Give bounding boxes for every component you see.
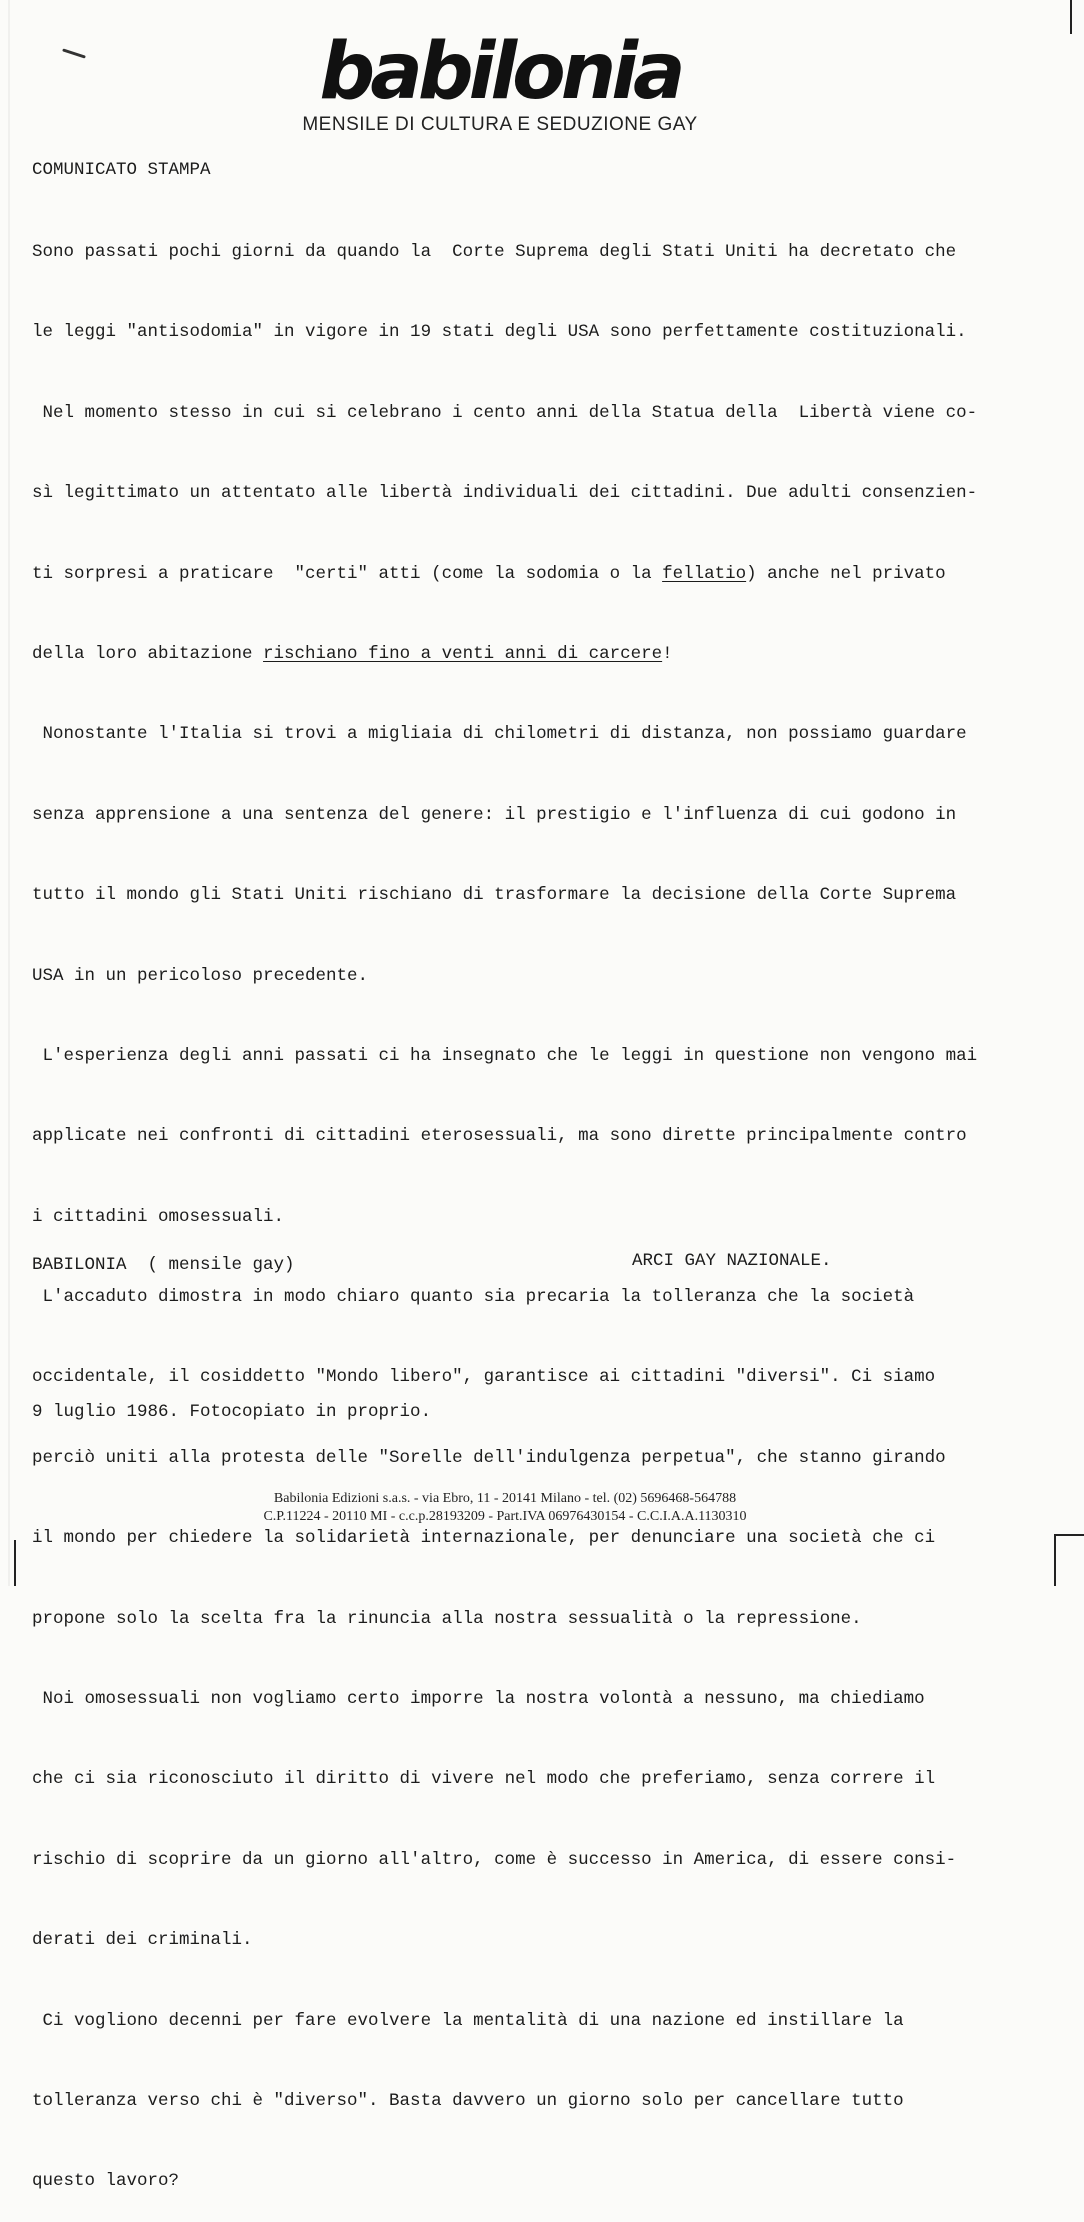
body-line: il mondo per chiedere la solidarietà internazionale, per denunciare una società che ci xyxy=(32,1528,936,1549)
underlined-penalty: rischiano fino a venti anni di carcere xyxy=(263,643,663,664)
masthead xyxy=(0,27,1000,136)
body-line: i cittadini omosessuali. xyxy=(32,1206,285,1227)
signature-arci-gay: ARCI GAY NAZIONALE. xyxy=(632,1251,832,1271)
body-text-segment: ti sorpresi a praticare "certi" atti (come la sodomia o la xyxy=(32,563,663,584)
babilonia-logo: babilonia xyxy=(319,27,681,117)
date-line: 9 luglio 1986. Fotocopiato in proprio. xyxy=(32,1402,432,1422)
body-line xyxy=(32,554,1042,594)
footer-address: Babilonia Edizioni s.a.s. - via Ebro, 11 - 20141 Milano - tel. (02) 5696468-564788 xyxy=(273,1491,737,1506)
crop-mark-top-right xyxy=(1070,0,1084,34)
crop-mark-bottom-right xyxy=(1054,1534,1084,1586)
body-line: L'esperienza degli anni passati ci ha insegnato che le leggi in questione non vengono mai xyxy=(32,1045,978,1066)
body-line: tutto il mondo gli Stati Uniti rischiano di trasformare la decisione della Corte Suprema xyxy=(32,885,957,906)
body-line: propone solo la scelta fra la rinuncia alla nostra sessualità o la repressione. xyxy=(32,1608,862,1629)
body-line: questo lavoro? xyxy=(32,2171,180,2192)
body-line: Nonostante l'Italia si trovi a migliaia di chilometri di distanza, non possiamo guardare xyxy=(32,724,967,745)
body-line: USA in un pericoloso precedente. xyxy=(32,965,369,986)
signature-babilonia: BABILONIA ( mensile gay) xyxy=(32,1255,295,1275)
footer-registration: C.P.11224 - 20110 MI - c.c.p.28193209 - Part.IVA 06976430154 - C.C.I.A.A.1130310 xyxy=(263,1509,747,1524)
body-line: tolleranza verso chi è "diverso". Basta davvero un giorno solo per cancellare tutto xyxy=(32,2090,904,2111)
crop-mark-bottom-left xyxy=(14,1540,16,1586)
body-text-segment: ) anche nel privato xyxy=(746,563,946,584)
body-line: derati dei criminali. xyxy=(32,1930,253,1951)
body-line xyxy=(32,634,1042,674)
body-line: che ci sia riconosciuto il diritto di vivere nel modo che preferiamo, senza correre il xyxy=(32,1769,936,1790)
underlined-fellatio: fellatio xyxy=(662,563,747,584)
page-edge xyxy=(8,0,10,1586)
body-line: Noi omosessuali non vogliamo certo imporre la nostra volontà a nessuno, ma chiediamo xyxy=(32,1689,925,1710)
body-line: L'accaduto dimostra in modo chiaro quanto sia precaria la tolleranza che la società xyxy=(32,1287,915,1308)
body-line: rischio di scoprire da un giorno all'altro, come è successo in America, di essere consi- xyxy=(32,1849,957,1870)
body-line: Sono passati pochi giorni da quando la Corte Suprema degli Stati Uniti ha decretato che xyxy=(32,242,957,262)
body-line: occidentale, il cosiddetto "Mondo libero", garantisce ai cittadini "diversi". Ci siamo xyxy=(32,1367,936,1388)
body-line: Nel momento stesso in cui si celebrano i cento anni della Statua della Libertà viene co- xyxy=(32,402,978,423)
body-line: perciò uniti alla protesta delle "Sorelle dell'indulgenza perpetua", che stanno girando xyxy=(32,1447,946,1468)
document-heading: COMUNICATO STAMPA xyxy=(32,160,211,180)
body-line: senza apprensione a una sentenza del genere: il prestigio e l'influenza di cui godono in xyxy=(32,804,957,825)
body-line: Ci vogliono decenni per fare evolvere la mentalità di una nazione ed instillare la xyxy=(32,2010,904,2031)
press-release-body xyxy=(32,192,1042,2222)
body-text-segment: ! xyxy=(662,643,673,664)
body-line: applicate nei confronti di cittadini eterosessuali, ma sono dirette principalmente contro xyxy=(32,1126,967,1147)
body-line: le leggi "antisodomia" in vigore in 19 stati degli USA sono perfettamente costituzionali. xyxy=(32,322,967,343)
body-line: sì legittimato un attentato alle libertà individuali dei cittadini. Due adulti consenzien- xyxy=(32,483,978,504)
body-text-segment: della loro abitazione xyxy=(32,643,264,664)
publisher-footer xyxy=(0,1490,1010,1526)
masthead-tagline: MENSILE DI CULTURA E SEDUZIONE GAY xyxy=(302,114,698,135)
